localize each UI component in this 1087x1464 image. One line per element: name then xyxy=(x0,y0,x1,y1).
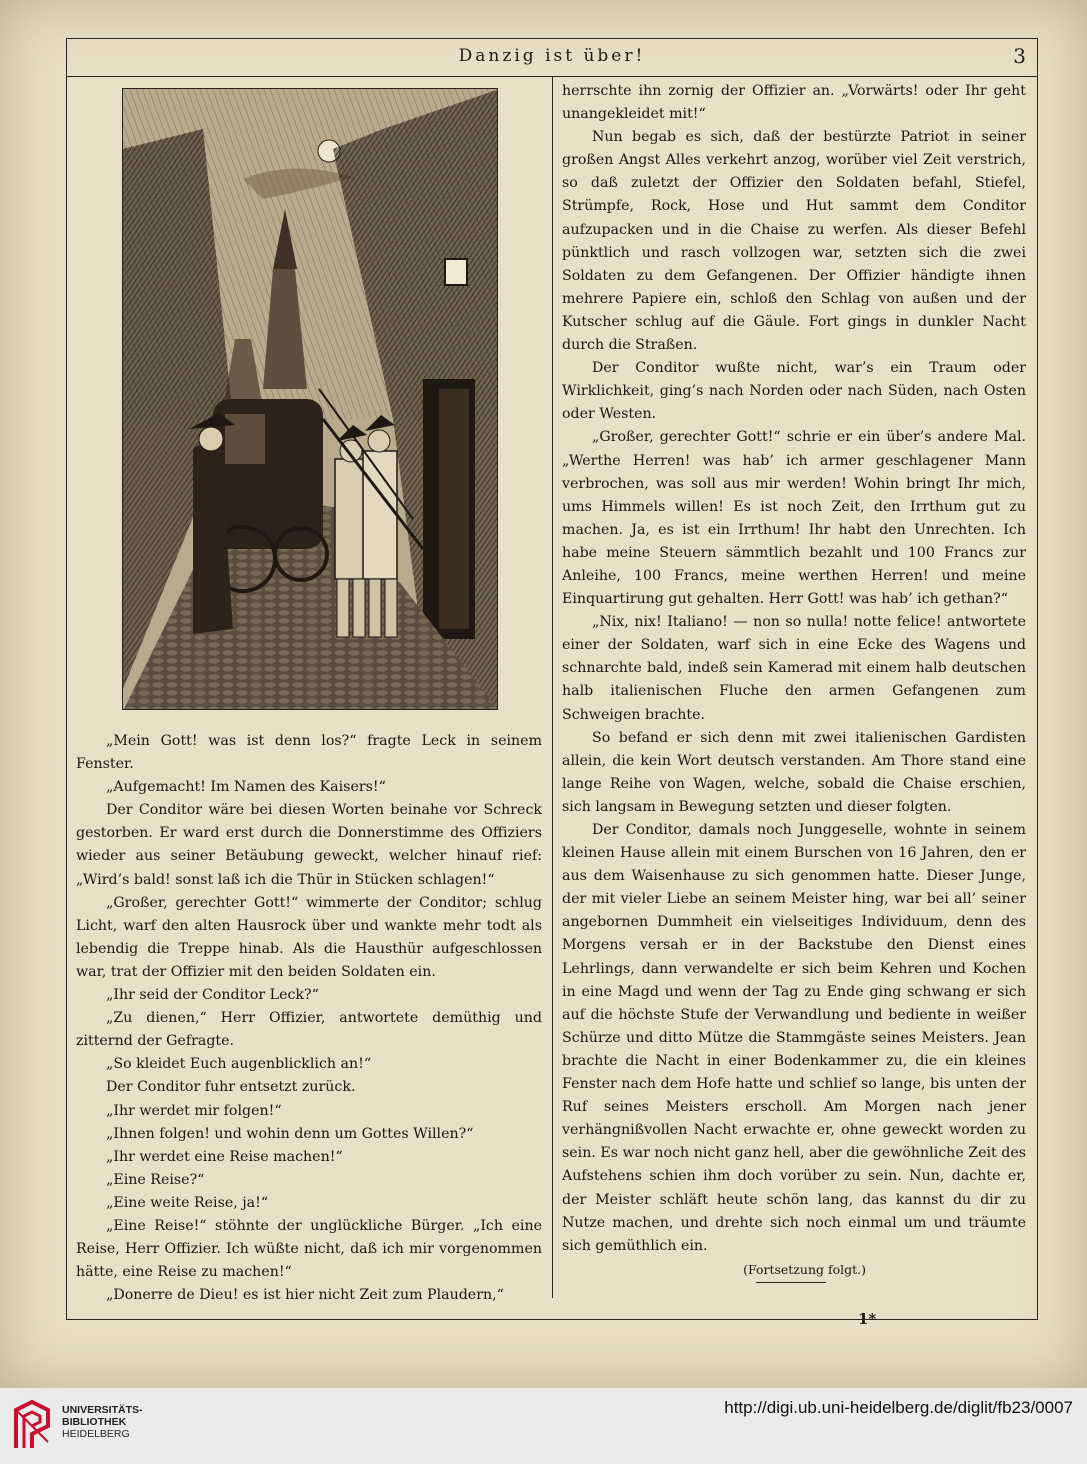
paragraph: „Ihr werdet mir folgen!“ xyxy=(106,1102,282,1119)
page-number: 3 xyxy=(1013,44,1026,68)
text-column-right xyxy=(562,80,1026,1281)
signature-mark: 1* xyxy=(858,1310,877,1328)
paragraph: „Donerre de Dieu! es ist hier nicht Zeit zum Plaudern,“ xyxy=(106,1287,504,1304)
running-head xyxy=(66,44,1038,72)
paragraph: „Ihr seid der Conditor Leck?“ xyxy=(106,987,319,1004)
paragraph: „Aufgemacht! Im Namen des Kaisers!“ xyxy=(106,779,386,796)
paragraph: „Zu dienen,“ Herr Offizier, antwortete demüthig und zitternd der Gefragte. xyxy=(76,1010,542,1050)
paragraph: „Großer, gerechter Gott!“ wimmerte der Conditor; schlug Licht, warf den alten Hausrock über und wankte mehr todt als lebendig die Treppe hinab. Als die Hausthür aufgeschlossen war, trat der Offizier mit den beiden Soldaten ein. xyxy=(76,894,542,980)
paragraph: „Nix, nix! Italiano! — non so nulla! notte felice! antwortete einer der Soldaten, warf sich in eine Ecke des Wagens und schnarchte bald, indeß sein Kamerad mit einem halb deutschen halb italienischen Fluche den armen Gefangenen zum Schweigen brachte. xyxy=(562,614,1026,723)
engraving-illustration xyxy=(122,88,498,710)
running-title: Danzig ist über! xyxy=(458,46,646,66)
continued-note: (Fortsetzung folgt.) xyxy=(743,1261,866,1277)
paragraph: Der Conditor, damals noch Junggeselle, wohnte in seinem kleinen Hause allein mit einem Burschen von 16 Jahren, den er aus dem Waisenhause zu sich genommen hatte. Dieser Junge, der mit vieler Liebe an seinem Meister hing, war bei all’ seiner angebornen Dummheit ein vielseitiges Individuum, denn des Morgens versah er in der Backstube den Dienst eines Lehrlings, dann verwandelte er sich beim Kehren und Kochen in eine Magd und wenn der Tag zu Ende ging schwang er sich auf die höchste Stufe der Verwandlung und bediente in weißer Schürze und ditto Mütze die Stammgäste seines Meisters. Jean brachte die Nacht in einer Bodenkammer zu, die ein kleines Fenster nach dem Hofe hatte und schlief so lange, bis unten der Ruf seines Meisters erscholl. Am Morgen nach jener verhängnißvollen Nacht erwachte er, ohne geweckt worden zu sein. Es war noch nicht ganz hell, aber die gewöhnliche Zeit des Aufstehens schien ihm doch vorüber zu sein. Nun, dachte er, der Meister schläft heute schön lang, das kannst du dir zu Nutze machen, und drehte sich noch einmal um und träumte sich gemüthlich ein. xyxy=(562,822,1026,1254)
paragraph: „Ihr werdet eine Reise machen!“ xyxy=(106,1148,343,1165)
text-column-left xyxy=(76,730,542,1307)
paragraph: Nun begab es sich, daß der bestürzte Patriot in seiner großen Angst Alles verkehrt anzog, worüber viel Zeit verstrich, so daß zuletzt der Offizier den Soldaten befahl, Stiefel, Strümpfe, Rock, Hose und Hut sammt dem Conditor aufzupacken und in die Chaise zu werfen. Als dieser Befehl pünktlich und rasch vollzogen war, setzten sich die zwei Soldaten zu dem Gefangenen. Der Offizier händigte ihnen mehrere Papiere ein, schloß den Schlag von außen und der Kutscher schlug auf die Gäule. Fort gings in dunkler Nacht durch die Straßen. xyxy=(562,129,1026,354)
end-rule xyxy=(756,1282,826,1283)
paragraph: „So kleidet Euch augenblicklich an!“ xyxy=(106,1056,372,1073)
source-url-link[interactable]: http://digi.ub.uni-heidelberg.de/diglit/fb23/0007 xyxy=(724,1398,1073,1417)
library-line-3: HEIDELBERG xyxy=(62,1428,130,1440)
paragraph: Der Conditor fuhr entsetzt zurück. xyxy=(106,1079,356,1096)
paragraph: „Eine Reise!“ stöhnte der unglückliche Bürger. „Ich eine Reise, Herr Offizier. Ich wüßte nicht, daß ich mir vorgenommen hätte, eine Reise zu machen!“ xyxy=(76,1217,542,1281)
library-name xyxy=(62,1404,143,1440)
paragraph: Der Conditor wäre bei diesen Worten beinahe vor Schreck gestorben. Er ward erst durch die Donnerstimme des Offiziers wieder aus seiner Betäubung geweckt, welcher hinauf rief: „Wird’s bald! sonst laß ich die Thür in Stücken schlagen!“ xyxy=(76,802,542,888)
library-line-1: UNIVERSITÄTS- xyxy=(62,1404,143,1416)
paragraph: So befand er sich denn mit zwei italienischen Gardisten allein, die kein Wort deutsch verstanden. Am Thore stand eine lange Reihe von Wagen, welche, sobald die Chaise erschien, sich langsam in Bewegung setzten und dieser folgten. xyxy=(562,729,1026,815)
library-logo-icon xyxy=(10,1396,56,1454)
paragraph: „Eine weite Reise, ja!“ xyxy=(106,1194,269,1211)
library-line-2: BIBLIOTHEK xyxy=(62,1416,127,1428)
paragraph: „Eine Reise?“ xyxy=(106,1171,205,1188)
paragraph: herrschte ihn zornig der Offizier an. „Vorwärts! oder Ihr geht unangekleidet mit!“ xyxy=(562,83,1026,123)
column-rule xyxy=(552,76,553,1298)
paragraph: „Ihnen folgen! und wohin denn um Gottes Willen?“ xyxy=(106,1125,474,1142)
paragraph: „Großer, gerechter Gott!“ schrie er ein über’s andere Mal. „Werthe Herren! was hab’ ich armer geschlagener Mann verbrochen, was soll aus mir werden! Wohin bringt Ihr mich, ums Himmels willen! Es ist noch Zeit, den Irrthum gut zu machen. Ja, es ist ein Irrthum! Ihr habt den Unrechten. Ich habe meine Steuern sämmtlich bezahlt und 100 Francs zur Anleihe, 100 Francs, meine werthen Herren! und meine Einquartirung gut gehalten. Herr Gott! was hab’ ich gethan?“ xyxy=(562,429,1026,608)
paragraph: „Mein Gott! was ist denn los?“ fragte Leck in seinem Fenster. xyxy=(76,733,542,773)
paragraph: Der Conditor wußte nicht, war’s ein Traum oder Wirklichkeit, ging’s nach Norden oder nach Süden, nach Osten oder Westen. xyxy=(562,360,1026,423)
